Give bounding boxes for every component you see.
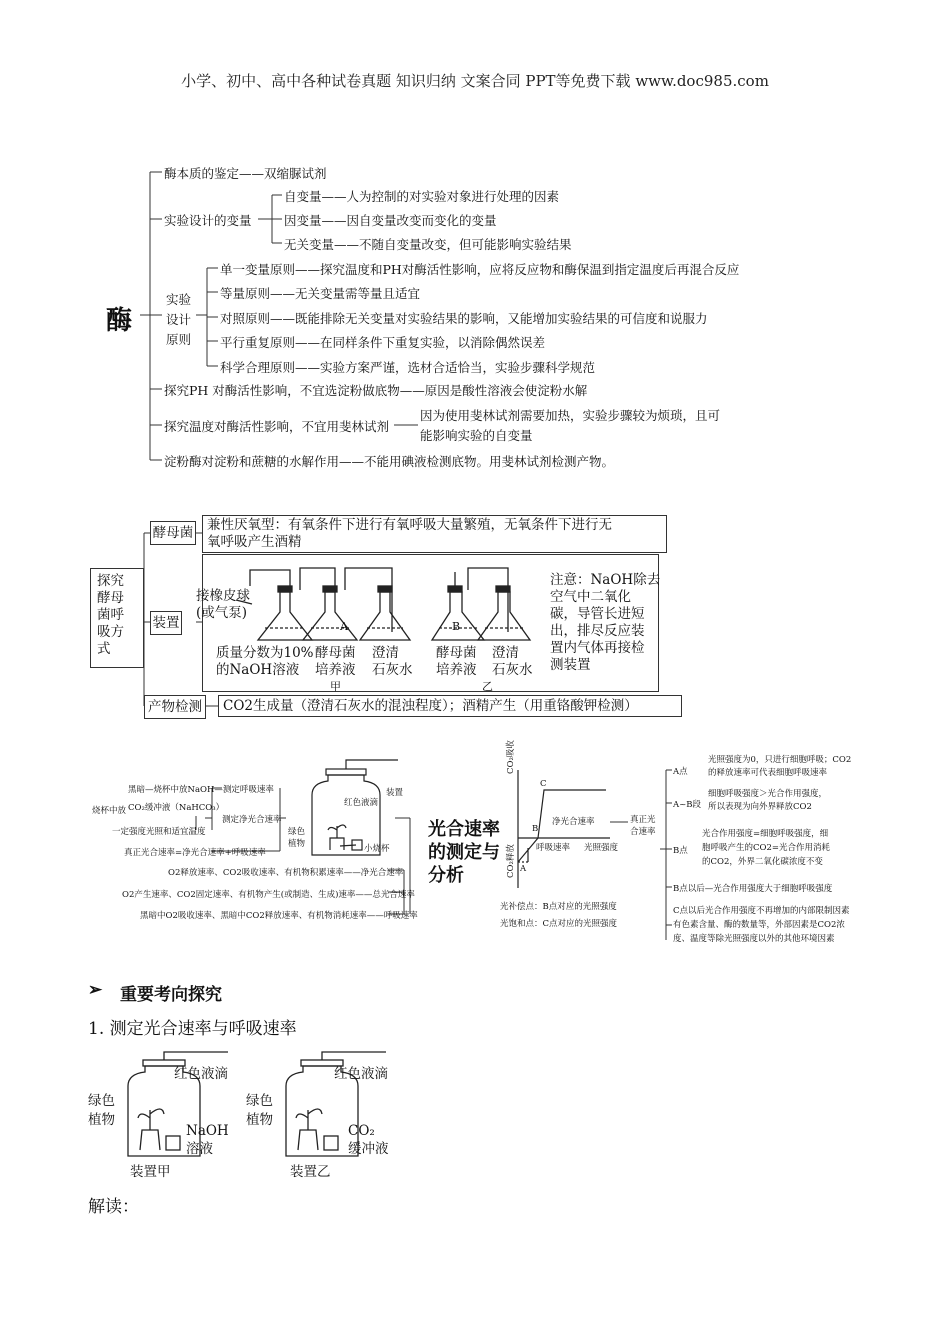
limewater-1-a: 澄清 xyxy=(372,645,399,661)
q1-plant-1-a: 绿色 xyxy=(88,1093,115,1109)
variable-irrelevant: 无关变量——不随自变量改变，但可能影响实验结果 xyxy=(284,237,572,252)
photo-rb-desc xyxy=(702,827,830,869)
enzyme-temp: 探究温度对酶活性影响，不宜用斐林试剂 xyxy=(164,419,390,434)
yeast-root-3: 菌呼 xyxy=(97,607,124,623)
photo-l5: O2释放速率、CO2吸收速率、有机物积累速率——净光合速率 xyxy=(168,868,404,878)
photo-rc-desc-3: 度、温度等除光照强度以外的其他环境因素 xyxy=(673,934,835,944)
photo-l3: 一定强度光照和适宜温度 xyxy=(112,827,206,837)
yeast-desc-box xyxy=(202,515,667,553)
enzyme-variables: 实验设计的变量 xyxy=(164,213,252,228)
photo-l4: 真正光合速率=净光合速率+呼吸速率 xyxy=(124,848,266,858)
principles-label-2: 设计 xyxy=(166,312,192,327)
product-label-box: 产物检测 xyxy=(144,695,206,719)
q1-co2-buffer-b: 缓冲液 xyxy=(348,1141,389,1157)
label-yi: 乙 xyxy=(482,680,493,693)
photo-l7: 黑暗中O2吸收速率、黑暗中CO2释放速率、有机物消耗速率——呼吸速率 xyxy=(140,911,418,921)
yeast-note-2: 空气中二氧化 xyxy=(550,589,631,605)
principle-repeat: 平行重复原则——在同样条件下重复实验，以消除偶然误差 xyxy=(220,335,546,350)
variable-independent: 自变量——人为控制的对实验对象进行处理的因素 xyxy=(284,189,560,204)
q1-plant-2-a: 绿色 xyxy=(246,1093,273,1109)
page-header: 小学、初中、高中各种试卷真题 知识归纳 文案合同 PPT等免费下载 www.doc985.com xyxy=(181,72,769,90)
section-title: 重要考向探究 xyxy=(120,985,222,1005)
q1-plant-1 xyxy=(88,1092,115,1130)
principle-single: 单一变量原则——探究温度和PH对酶活性影响，应将反应物和酶保温到指定温度后再混合反应 xyxy=(220,262,740,277)
naoh-label-2: 的NaOH溶液 xyxy=(216,662,300,678)
yeast-root-4: 吸方 xyxy=(97,624,124,640)
photo-red-drop: 红色液滴 xyxy=(344,798,379,808)
photo-center-title: 光合速率的测定与分析 xyxy=(428,819,500,886)
yeast-culture-2-b: 培养液 xyxy=(436,662,477,678)
q1-plant-2 xyxy=(246,1092,273,1130)
limewater-1-b: 石灰水 xyxy=(372,662,413,678)
yeast-culture-2 xyxy=(436,645,477,679)
principle-equal: 等量原则——无关变量需等量且适宜 xyxy=(220,286,421,301)
q1-naoh xyxy=(186,1122,229,1158)
section-arrow-icon: ➢ xyxy=(88,980,103,1000)
photo-rb-label: B点 xyxy=(673,846,688,856)
yeast-note-3: 碳，导管长进短 xyxy=(550,606,645,622)
photo-green-plant xyxy=(288,826,305,850)
yeast-note xyxy=(550,572,660,674)
q1-naoh-a: NaOH xyxy=(186,1123,229,1139)
photo-y-up: CO₂吸收 xyxy=(506,740,516,774)
principles-label-3: 原则 xyxy=(166,332,192,347)
pump-label xyxy=(196,588,250,622)
enzyme-identify: 酶本质的鉴定——双缩脲试剂 xyxy=(164,166,327,181)
q1-co2-buffer xyxy=(348,1122,389,1158)
photo-true-rate-2: 合速率 xyxy=(630,827,656,837)
device-label-box: 装置 xyxy=(150,611,182,635)
q1-plant-1-b: 植物 xyxy=(88,1112,115,1128)
q1-co2-buffer-a: CO₂ xyxy=(348,1123,375,1139)
principles-label-1: 实验 xyxy=(166,292,192,307)
limewater-2 xyxy=(492,645,533,679)
pump-label-1: 接橡皮球 xyxy=(196,588,250,604)
photo-l2a: 烧杯中放 xyxy=(92,806,127,816)
principle-control: 对照原则——既能排除无关变量对实验结果的影响，又能增加实验结果的可信度和说服力 xyxy=(220,311,708,326)
photo-pt-a: A xyxy=(520,864,527,874)
yeast-label-box: 酵母菌 xyxy=(150,521,196,545)
enzyme-starch: 淀粉酶对淀粉和蔗糖的水解作用——不能用碘液检测底物。用斐林试剂检测产物。 xyxy=(164,454,615,469)
photo-sat-point: 光饱和点：C点对应的光照强度 xyxy=(500,919,618,929)
yeast-culture-2-a: 酵母菌 xyxy=(436,645,477,661)
photo-rc-desc xyxy=(673,904,850,946)
flask-b-label: B xyxy=(452,620,461,633)
naoh-label-1: 质量分数为10% xyxy=(216,645,314,661)
naoh-label xyxy=(216,645,314,679)
photo-l1: 黑暗—烧杯中放NaOH—测定呼吸速率 xyxy=(128,785,274,795)
yeast-desc-2: 氧呼吸产生酒精 xyxy=(207,534,302,550)
photo-rb-desc-1: 光合作用强度=细胞呼吸强度，细 xyxy=(702,829,829,839)
limewater-1 xyxy=(372,645,413,679)
photo-rab-desc-1: 细胞呼吸强度＞光合作用强度， xyxy=(708,789,828,799)
photo-y-down: CO₂释放 xyxy=(506,844,516,878)
question-1-title: 1. 测定光合速率与呼吸速率 xyxy=(88,1019,297,1039)
photo-ra-label: A点 xyxy=(673,767,688,777)
photo-true-rate xyxy=(630,814,656,838)
yeast-culture-1-a: 酵母菌 xyxy=(315,645,356,661)
limewater-2-a: 澄清 xyxy=(492,645,519,661)
yeast-note-5: 置内气体再接检 xyxy=(550,640,645,656)
yeast-note-6: 测装置 xyxy=(550,657,591,673)
yeast-desc-1: 兼性厌氧型：有氧条件下进行有氧呼吸大量繁殖，无氧条件下进行无 xyxy=(207,517,612,533)
enzyme-temp-reason-1: 因为使用斐林试剂需要加热，实验步骤较为烦琐，且可 xyxy=(420,408,721,423)
yeast-root-1: 探究 xyxy=(97,573,124,589)
q1-red-drop-2: 红色液滴 xyxy=(334,1066,388,1082)
flask-a-label: A xyxy=(340,620,348,633)
interpret-label: 解读： xyxy=(88,1197,139,1217)
yeast-culture-1-b: 培养液 xyxy=(315,662,356,678)
q1-plant-2-b: 植物 xyxy=(246,1112,273,1128)
photo-rb-desc-3: 的CO2，外界二氧化碳浓度不变 xyxy=(702,857,823,867)
photo-r-after-b: B点以后—光合作用强度大于细胞呼吸强度 xyxy=(673,884,833,894)
photo-rab-label: A~B段 xyxy=(673,800,702,810)
yeast-note-1: 注意：NaOH除去 xyxy=(550,572,661,588)
limewater-2-b: 石灰水 xyxy=(492,662,533,678)
photo-resp-rate: 呼吸速率 xyxy=(536,843,571,853)
photo-rb-desc-2: 胞呼吸产生的CO2=光合作用消耗 xyxy=(702,843,831,853)
photo-true-rate-1: 真正光 xyxy=(630,815,656,825)
photo-ra-desc xyxy=(708,754,851,780)
photo-rab-desc xyxy=(708,788,827,814)
q1-device-yi: 装置乙 xyxy=(290,1164,331,1180)
photo-ra-desc-2: 的释放速率可代表细胞呼吸速率 xyxy=(708,768,828,778)
q1-red-drop-1: 红色液滴 xyxy=(174,1066,228,1082)
photo-light: 光照强度 xyxy=(584,843,619,853)
variable-dependent: 因变量——因自变量改变而变化的变量 xyxy=(284,213,497,228)
yeast-root-box xyxy=(90,568,144,668)
photo-pt-c: C xyxy=(540,779,547,789)
enzyme-ph: 探究PH 对酶活性影响，不宜选淀粉做底物——原因是酸性溶液会使淀粉水解 xyxy=(164,383,588,398)
yeast-root-2: 酵母 xyxy=(97,590,124,606)
photo-device: 装置 xyxy=(386,788,404,798)
yeast-culture-1 xyxy=(315,645,356,679)
photo-rc-desc-2: 有色素含量、酶的数量等，外部因素是CO2浓 xyxy=(673,920,845,930)
label-jia: 甲 xyxy=(330,680,341,693)
enzyme-temp-reason-2: 能影响实验的自变量 xyxy=(420,428,533,443)
photo-rc-desc-1: C点以后光合作用强度不再增加的内部限制因素 xyxy=(673,906,850,916)
q1-device-jia: 装置甲 xyxy=(130,1164,171,1180)
yeast-note-4: 出，排尽反应装 xyxy=(550,623,645,639)
photo-l2b: CO₂缓冲液（NaHCO₃） xyxy=(128,803,225,813)
yeast-root-5: 式 xyxy=(97,641,111,657)
photo-green-plant-1: 绿色 xyxy=(288,827,306,837)
photo-net-rate: 净光合速率 xyxy=(552,817,595,827)
photo-l2c: 测定净光合速率 xyxy=(222,815,282,825)
enzyme-root: 酶 xyxy=(106,306,133,336)
pump-label-2: (或气泵) xyxy=(196,605,248,621)
photo-l6: O2产生速率、CO2固定速率、有机物产生(或制造、生成)速率——总光合速率 xyxy=(122,890,415,900)
photo-small-beaker: 小烧杯 xyxy=(364,844,390,854)
photo-green-plant-2: 植物 xyxy=(288,839,306,849)
photo-comp-point: 光补偿点：B点对应的光照强度 xyxy=(500,902,617,912)
photo-rab-desc-2: 所以表现为向外界释放CO2 xyxy=(708,802,812,812)
principle-science: 科学合理原则——实验方案严谨，选材合适恰当，实验步骤科学规范 xyxy=(220,360,596,375)
photo-pt-b: B xyxy=(532,824,539,834)
product-desc-box: CO2生成量（澄清石灰水的混浊程度）；酒精产生（用重铬酸钾检测） xyxy=(218,695,682,717)
photo-ra-desc-1: 光照强度为0，只进行细胞呼吸；CO2 xyxy=(708,755,852,765)
q1-naoh-b: 溶液 xyxy=(186,1141,213,1157)
